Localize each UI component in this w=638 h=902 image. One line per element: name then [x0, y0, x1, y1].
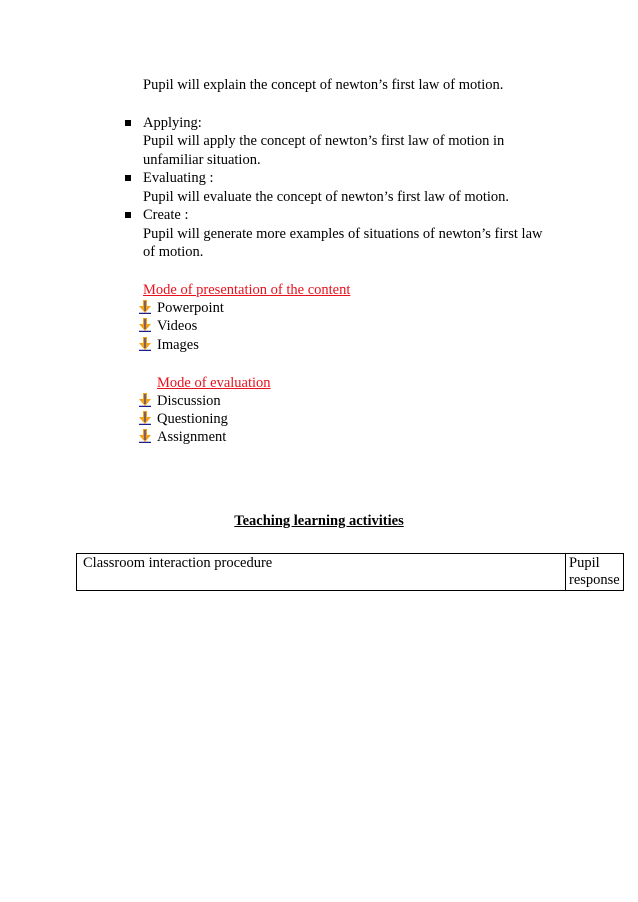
arrow-down-icon [139, 300, 151, 314]
presentation-item: Powerpoint [157, 300, 224, 316]
bullet-create-line-1: Pupil will generate more examples of situations of newton’s first law [143, 226, 543, 242]
bullet-create-label: Create : [143, 207, 189, 223]
presentation-item: Videos [157, 318, 198, 334]
arrow-down-icon [139, 318, 151, 332]
arrow-down-icon [139, 337, 151, 351]
activities-table [76, 553, 624, 591]
arrow-down-icon [139, 411, 151, 425]
bullet-create-line-2: of motion. [143, 244, 204, 260]
activities-title: Teaching learning activities [234, 513, 404, 529]
evaluation-item: Discussion [157, 393, 221, 409]
table-cell-response [566, 554, 624, 591]
evaluation-item: Assignment [157, 429, 227, 445]
intro-text: Pupil will explain the concept of newton’s first law of motion. [143, 77, 504, 93]
bullet-applying-label: Applying: [143, 115, 202, 131]
response-header-line-2: response [569, 572, 620, 588]
procedure-header: Classroom interaction procedure [83, 555, 273, 571]
evaluation-item: Questioning [157, 411, 228, 427]
presentation-heading: Mode of presentation of the content [143, 282, 351, 298]
table-cell-procedure [77, 554, 566, 591]
arrow-down-icon [139, 393, 151, 407]
bullet-square [125, 120, 131, 126]
bullet-square [125, 212, 131, 218]
response-header-line-1: Pupil [569, 555, 600, 571]
bullet-square [125, 175, 131, 181]
arrow-down-icon [139, 429, 151, 443]
evaluation-heading: Mode of evaluation [157, 375, 271, 391]
bullet-applying-line-1: Pupil will apply the concept of newton’s first law of motion in [143, 133, 505, 149]
bullet-applying-line-2: unfamiliar situation. [143, 152, 261, 168]
table-row [77, 554, 624, 591]
bullet-evaluating-line-1: Pupil will evaluate the concept of newton’s first law of motion. [143, 189, 510, 205]
presentation-item: Images [157, 337, 199, 353]
bullet-evaluating-label: Evaluating : [143, 170, 214, 186]
